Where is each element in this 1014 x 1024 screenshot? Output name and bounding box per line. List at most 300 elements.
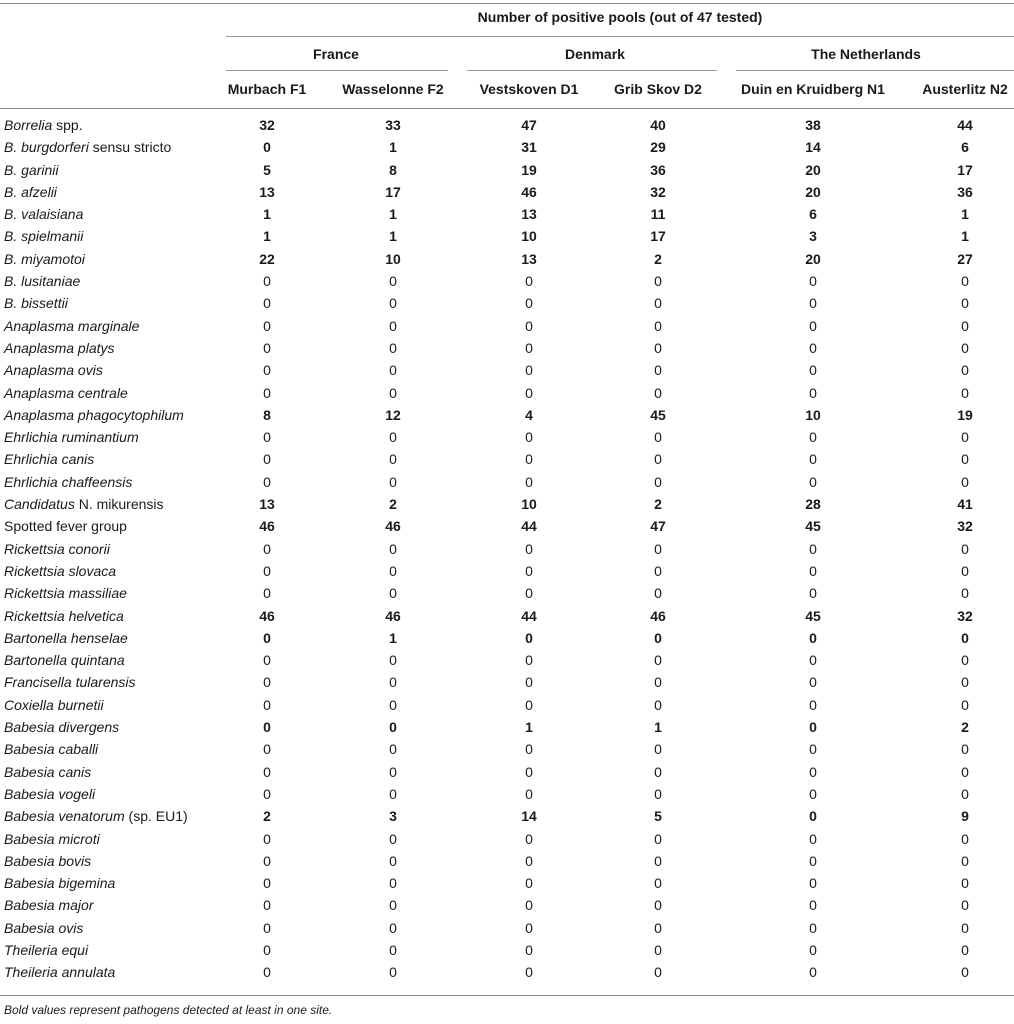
- value-cell: 1: [389, 139, 397, 156]
- pathogen-name: [4, 716, 119, 738]
- value-cell: 0: [389, 295, 397, 312]
- column-header-grib-skov: Grib Skov D2: [614, 81, 702, 97]
- value-cell: 17: [385, 183, 401, 200]
- pathogen-name: [4, 225, 83, 247]
- column-header-wasselonne: Wasselonne F2: [342, 81, 444, 97]
- value-cell: 0: [525, 540, 533, 557]
- value-cell: 0: [809, 919, 817, 936]
- table-row: [0, 337, 1014, 359]
- pathogen-name: [4, 315, 139, 337]
- value-cell: 0: [263, 384, 271, 401]
- table-row: [0, 694, 1014, 716]
- pathogen-name-part: Theileria annulata: [4, 964, 116, 981]
- value-cell: 0: [389, 585, 397, 602]
- value-cell: 0: [389, 317, 397, 334]
- value-cell: 0: [525, 941, 533, 958]
- value-cell: 12: [385, 406, 401, 423]
- pathogen-name: [4, 493, 164, 515]
- value-cell: 0: [263, 852, 271, 869]
- pathogen-name-part: Coxiella burnetii: [4, 696, 104, 713]
- value-cell: 32: [957, 607, 973, 624]
- bottom-rule: [0, 995, 1014, 996]
- value-cell: 0: [654, 830, 662, 847]
- value-cell: 1: [654, 719, 662, 736]
- pathogen-name: [4, 359, 103, 381]
- value-cell: 0: [809, 629, 817, 646]
- value-cell: 38: [805, 117, 821, 133]
- value-cell: 46: [259, 518, 275, 535]
- value-cell: 0: [654, 852, 662, 869]
- table-row: [0, 448, 1014, 470]
- value-cell: 0: [654, 273, 662, 290]
- value-cell: 32: [957, 518, 973, 535]
- value-cell: 0: [809, 897, 817, 914]
- value-cell: 0: [654, 562, 662, 579]
- value-cell: 0: [263, 362, 271, 379]
- value-cell: 2: [961, 719, 969, 736]
- value-cell: 0: [809, 273, 817, 290]
- value-cell: 0: [961, 273, 969, 290]
- value-cell: 0: [654, 674, 662, 691]
- value-cell: 13: [259, 496, 275, 513]
- value-cell: 46: [521, 183, 537, 200]
- table-row: [0, 761, 1014, 783]
- value-cell: 0: [809, 473, 817, 490]
- value-cell: 0: [809, 362, 817, 379]
- value-cell: 0: [389, 741, 397, 758]
- pathogen-name: [4, 337, 115, 359]
- value-cell: 0: [263, 585, 271, 602]
- table-row: [0, 560, 1014, 582]
- value-cell: 0: [263, 875, 271, 892]
- value-cell: 0: [654, 897, 662, 914]
- value-cell: 33: [385, 117, 401, 133]
- value-cell: 0: [961, 897, 969, 914]
- pathogen-name: [4, 136, 171, 158]
- value-cell: 0: [809, 696, 817, 713]
- value-cell: 0: [389, 964, 397, 981]
- pathogen-name-part: Francisella tularensis: [4, 674, 136, 691]
- value-cell: 0: [389, 696, 397, 713]
- pathogen-name-part: Candidatus: [4, 496, 75, 513]
- value-cell: 32: [650, 183, 666, 200]
- table-footnote: Bold values represent pathogens detected at least in one site.: [4, 1003, 333, 1017]
- table-row: [0, 605, 1014, 627]
- value-cell: 0: [263, 295, 271, 312]
- value-cell: 0: [389, 785, 397, 802]
- table-row: [0, 582, 1014, 604]
- value-cell: 10: [385, 250, 401, 267]
- value-cell: 0: [525, 384, 533, 401]
- value-cell: 0: [263, 540, 271, 557]
- pathogen-name-part: Bartonella quintana: [4, 652, 125, 669]
- value-cell: 0: [525, 473, 533, 490]
- table-row: [0, 136, 1014, 158]
- pathogen-name: [4, 471, 132, 493]
- value-cell: 0: [389, 897, 397, 914]
- value-cell: 0: [809, 830, 817, 847]
- value-cell: 44: [521, 607, 537, 624]
- netherlands-rule: [736, 70, 1014, 71]
- value-cell: 8: [263, 406, 271, 423]
- pathogen-name: [4, 872, 115, 894]
- pathogen-name-part: Rickettsia slovaca: [4, 562, 117, 579]
- table-row: [0, 538, 1014, 560]
- pathogen-name-part: Babesia venatorum: [4, 808, 125, 825]
- pathogen-name-part: B. burgdorferi: [4, 139, 89, 156]
- value-cell: 0: [809, 808, 817, 825]
- value-cell: 0: [525, 763, 533, 780]
- value-cell: 0: [389, 919, 397, 936]
- value-cell: 0: [263, 339, 271, 356]
- value-cell: 0: [263, 719, 271, 736]
- value-cell: 40: [650, 117, 666, 133]
- value-cell: 17: [957, 161, 973, 178]
- value-cell: 0: [389, 384, 397, 401]
- value-cell: 0: [263, 763, 271, 780]
- value-cell: 0: [809, 384, 817, 401]
- pathogen-name-part: Babesia ovis: [4, 919, 84, 936]
- value-cell: 0: [961, 562, 969, 579]
- value-cell: 0: [389, 451, 397, 468]
- value-cell: 0: [809, 451, 817, 468]
- value-cell: 9: [961, 808, 969, 825]
- value-cell: 1: [525, 719, 533, 736]
- value-cell: 0: [809, 317, 817, 334]
- pathogen-name-part: B. garinii: [4, 161, 59, 178]
- pathogen-name-part: Babesia caballi: [4, 741, 99, 758]
- table-row: [0, 426, 1014, 448]
- value-cell: 0: [263, 964, 271, 981]
- value-cell: 47: [521, 117, 537, 133]
- pathogen-name: [4, 448, 94, 470]
- value-cell: 0: [961, 585, 969, 602]
- pathogen-name-part: Theileria equi: [4, 941, 89, 958]
- value-cell: 0: [525, 741, 533, 758]
- value-cell: 0: [525, 852, 533, 869]
- value-cell: 0: [389, 273, 397, 290]
- value-cell: 0: [389, 830, 397, 847]
- table-row: [0, 471, 1014, 493]
- value-cell: 0: [263, 629, 271, 646]
- value-cell: 0: [654, 875, 662, 892]
- value-cell: 0: [961, 763, 969, 780]
- pathogen-name: [4, 270, 80, 292]
- table-body: [0, 114, 1014, 984]
- value-cell: 0: [525, 830, 533, 847]
- value-cell: 0: [389, 719, 397, 736]
- value-cell: 0: [389, 941, 397, 958]
- table-row: [0, 159, 1014, 181]
- value-cell: 19: [957, 406, 973, 423]
- pathogen-name-part: Anaplasma platys: [4, 339, 115, 356]
- pathogen-name-part: (sp. EU1): [124, 808, 188, 825]
- value-cell: 10: [521, 496, 537, 513]
- value-cell: 0: [961, 540, 969, 557]
- pathogen-name-part: Anaplasma ovis: [4, 362, 103, 379]
- pathogen-name-part: spp.: [52, 117, 83, 133]
- value-cell: 0: [389, 875, 397, 892]
- value-cell: 19: [521, 161, 537, 178]
- value-cell: 0: [809, 741, 817, 758]
- table-row: [0, 270, 1014, 292]
- value-cell: 0: [961, 852, 969, 869]
- value-cell: 0: [389, 540, 397, 557]
- table-row: [0, 828, 1014, 850]
- pathogen-name-part: B. spielmanii: [4, 228, 84, 245]
- value-cell: 0: [654, 317, 662, 334]
- value-cell: 0: [961, 339, 969, 356]
- value-cell: 0: [263, 139, 271, 156]
- value-cell: 0: [961, 429, 969, 446]
- table-row: [0, 872, 1014, 894]
- pathogen-name: [4, 426, 139, 448]
- value-cell: 0: [809, 562, 817, 579]
- value-cell: 0: [263, 273, 271, 290]
- value-cell: 1: [389, 228, 397, 245]
- value-cell: 1: [389, 629, 397, 646]
- value-cell: 0: [525, 629, 533, 646]
- table-row: [0, 716, 1014, 738]
- pathogen-name-part: Babesia canis: [4, 763, 92, 780]
- value-cell: 10: [805, 406, 821, 423]
- pathogen-name: [4, 560, 116, 582]
- pathogen-name-part: Anaplasma marginale: [4, 317, 140, 334]
- column-header-murbach: Murbach F1: [227, 81, 307, 97]
- value-cell: 0: [525, 317, 533, 334]
- value-cell: 45: [805, 607, 821, 624]
- value-cell: 1: [389, 206, 397, 223]
- value-cell: 32: [259, 117, 275, 133]
- value-cell: 46: [650, 607, 666, 624]
- value-cell: 4: [525, 406, 533, 423]
- value-cell: 13: [521, 206, 537, 223]
- pathogen-name: [4, 761, 91, 783]
- value-cell: 0: [654, 652, 662, 669]
- value-cell: 0: [654, 785, 662, 802]
- value-cell: 0: [654, 585, 662, 602]
- pathogen-name-part: Ehrlichia ruminantium: [4, 429, 139, 446]
- value-cell: 0: [961, 919, 969, 936]
- value-cell: 28: [805, 496, 821, 513]
- value-cell: 17: [650, 228, 666, 245]
- value-cell: 27: [957, 250, 973, 267]
- value-cell: 0: [525, 295, 533, 312]
- value-cell: 0: [961, 451, 969, 468]
- value-cell: 0: [961, 785, 969, 802]
- pathogen-name-part: N. mikurensis: [74, 496, 164, 513]
- value-cell: 8: [389, 161, 397, 178]
- table-row: [0, 203, 1014, 225]
- pathogen-name: [4, 917, 83, 939]
- pathogen-name-part: B. bissettii: [4, 295, 68, 312]
- value-cell: 0: [654, 384, 662, 401]
- pathogen-name-part: B. miyamotoi: [4, 250, 85, 267]
- value-cell: 0: [961, 295, 969, 312]
- value-cell: 0: [809, 785, 817, 802]
- column-header-vestskoven: Vestskoven D1: [479, 81, 579, 97]
- table-row: [0, 649, 1014, 671]
- value-cell: 10: [521, 228, 537, 245]
- pathogen-name-part: Bartonella henselae: [4, 629, 128, 646]
- value-cell: 0: [654, 941, 662, 958]
- value-cell: 0: [654, 540, 662, 557]
- value-cell: 3: [389, 808, 397, 825]
- value-cell: 0: [525, 785, 533, 802]
- value-cell: 46: [385, 518, 401, 535]
- pathogen-name-part: Ehrlichia chaffeensis: [4, 473, 133, 490]
- value-cell: 0: [263, 562, 271, 579]
- pathogen-name: [4, 292, 68, 314]
- value-cell: 0: [263, 317, 271, 334]
- pathogen-name-part: Anaplasma phagocytophilum: [4, 406, 184, 423]
- value-cell: 0: [525, 696, 533, 713]
- value-cell: 0: [961, 830, 969, 847]
- pathogen-name-part: Babesia divergens: [4, 719, 120, 736]
- value-cell: 0: [809, 852, 817, 869]
- value-cell: 0: [263, 785, 271, 802]
- value-cell: 0: [809, 719, 817, 736]
- value-cell: 29: [650, 139, 666, 156]
- pathogen-name-part: B. lusitaniae: [4, 273, 81, 290]
- value-cell: 0: [961, 629, 969, 646]
- value-cell: 0: [389, 339, 397, 356]
- table-row: [0, 515, 1014, 537]
- pathogen-name: [4, 605, 124, 627]
- value-cell: 0: [961, 652, 969, 669]
- spanning-header-rule: [226, 36, 1014, 37]
- pathogen-name: [4, 582, 127, 604]
- value-cell: 0: [263, 696, 271, 713]
- table-row: [0, 671, 1014, 693]
- value-cell: 0: [654, 473, 662, 490]
- value-cell: 46: [259, 607, 275, 624]
- pathogen-name: [4, 961, 115, 983]
- value-cell: 2: [389, 496, 397, 513]
- value-cell: 36: [957, 183, 973, 200]
- value-cell: 0: [263, 941, 271, 958]
- value-cell: 0: [654, 741, 662, 758]
- value-cell: 6: [961, 139, 969, 156]
- value-cell: 0: [961, 362, 969, 379]
- spanning-header: Number of positive pools (out of 47 tested): [477, 9, 763, 25]
- table-row: [0, 315, 1014, 337]
- pathogen-name: [4, 159, 58, 181]
- value-cell: 14: [521, 808, 537, 825]
- pathogen-name-part: Babesia major: [4, 897, 94, 914]
- pathogen-name: [4, 805, 188, 827]
- top-rule: [0, 3, 1014, 4]
- value-cell: 0: [961, 473, 969, 490]
- value-cell: 45: [805, 518, 821, 535]
- value-cell: 0: [654, 451, 662, 468]
- pathogen-name-part: Borrelia: [4, 117, 53, 133]
- pathogen-name: [4, 248, 85, 270]
- value-cell: 0: [263, 674, 271, 691]
- pathogen-name-part: Ehrlichia canis: [4, 451, 95, 468]
- france-rule: [226, 70, 448, 71]
- pathogen-name-part: Babesia vogeli: [4, 785, 96, 802]
- value-cell: 1: [961, 228, 969, 245]
- pathogen-name: [4, 738, 98, 760]
- value-cell: 0: [961, 384, 969, 401]
- pathogen-name: [4, 404, 184, 426]
- value-cell: 0: [525, 339, 533, 356]
- value-cell: 0: [961, 941, 969, 958]
- pathogen-name-part: Rickettsia helvetica: [4, 607, 124, 624]
- pathogen-name-part: B. afzelii: [4, 183, 57, 200]
- denmark-rule: [467, 70, 717, 71]
- value-cell: 20: [805, 183, 821, 200]
- value-cell: 0: [263, 897, 271, 914]
- table-row: [0, 850, 1014, 872]
- value-cell: 41: [957, 496, 973, 513]
- table-row: [0, 783, 1014, 805]
- value-cell: 44: [957, 117, 973, 133]
- value-cell: 0: [525, 585, 533, 602]
- value-cell: 1: [263, 228, 271, 245]
- value-cell: 0: [263, 919, 271, 936]
- value-cell: 0: [525, 897, 533, 914]
- value-cell: 44: [521, 518, 537, 535]
- table-row: [0, 382, 1014, 404]
- value-cell: 0: [389, 652, 397, 669]
- pathogen-name: [4, 850, 91, 872]
- country-header-france: France: [313, 46, 359, 62]
- value-cell: 0: [389, 473, 397, 490]
- value-cell: 0: [654, 763, 662, 780]
- value-cell: 2: [654, 496, 662, 513]
- value-cell: 0: [654, 629, 662, 646]
- value-cell: 20: [805, 250, 821, 267]
- value-cell: 0: [389, 852, 397, 869]
- pathogen-name-part: Rickettsia massiliae: [4, 585, 127, 602]
- value-cell: 0: [961, 875, 969, 892]
- pathogen-name: [4, 649, 125, 671]
- value-cell: 0: [654, 964, 662, 981]
- value-cell: 0: [961, 741, 969, 758]
- pathogen-name: [4, 694, 104, 716]
- pathogen-name-part: Babesia bigemina: [4, 875, 116, 892]
- value-cell: 2: [654, 250, 662, 267]
- value-cell: 0: [961, 317, 969, 334]
- value-cell: 0: [809, 429, 817, 446]
- value-cell: 0: [961, 674, 969, 691]
- value-cell: 1: [263, 206, 271, 223]
- value-cell: 0: [263, 473, 271, 490]
- value-cell: 0: [809, 964, 817, 981]
- value-cell: 0: [654, 295, 662, 312]
- value-cell: 11: [650, 206, 666, 223]
- table-row: [0, 114, 1014, 136]
- value-cell: 0: [809, 585, 817, 602]
- value-cell: 0: [525, 674, 533, 691]
- value-cell: 6: [809, 206, 817, 223]
- value-cell: 0: [809, 540, 817, 557]
- pathogen-name: [4, 181, 57, 203]
- value-cell: 0: [389, 362, 397, 379]
- value-cell: 5: [654, 808, 662, 825]
- pathogen-name: [4, 538, 110, 560]
- pathogen-name-part: sensu stricto: [88, 139, 172, 156]
- value-cell: 0: [525, 362, 533, 379]
- pathogen-name: [4, 382, 128, 404]
- value-cell: 31: [521, 139, 537, 156]
- country-header-netherlands: The Netherlands: [811, 46, 921, 62]
- value-cell: 0: [263, 741, 271, 758]
- value-cell: 0: [263, 830, 271, 847]
- value-cell: 1: [961, 206, 969, 223]
